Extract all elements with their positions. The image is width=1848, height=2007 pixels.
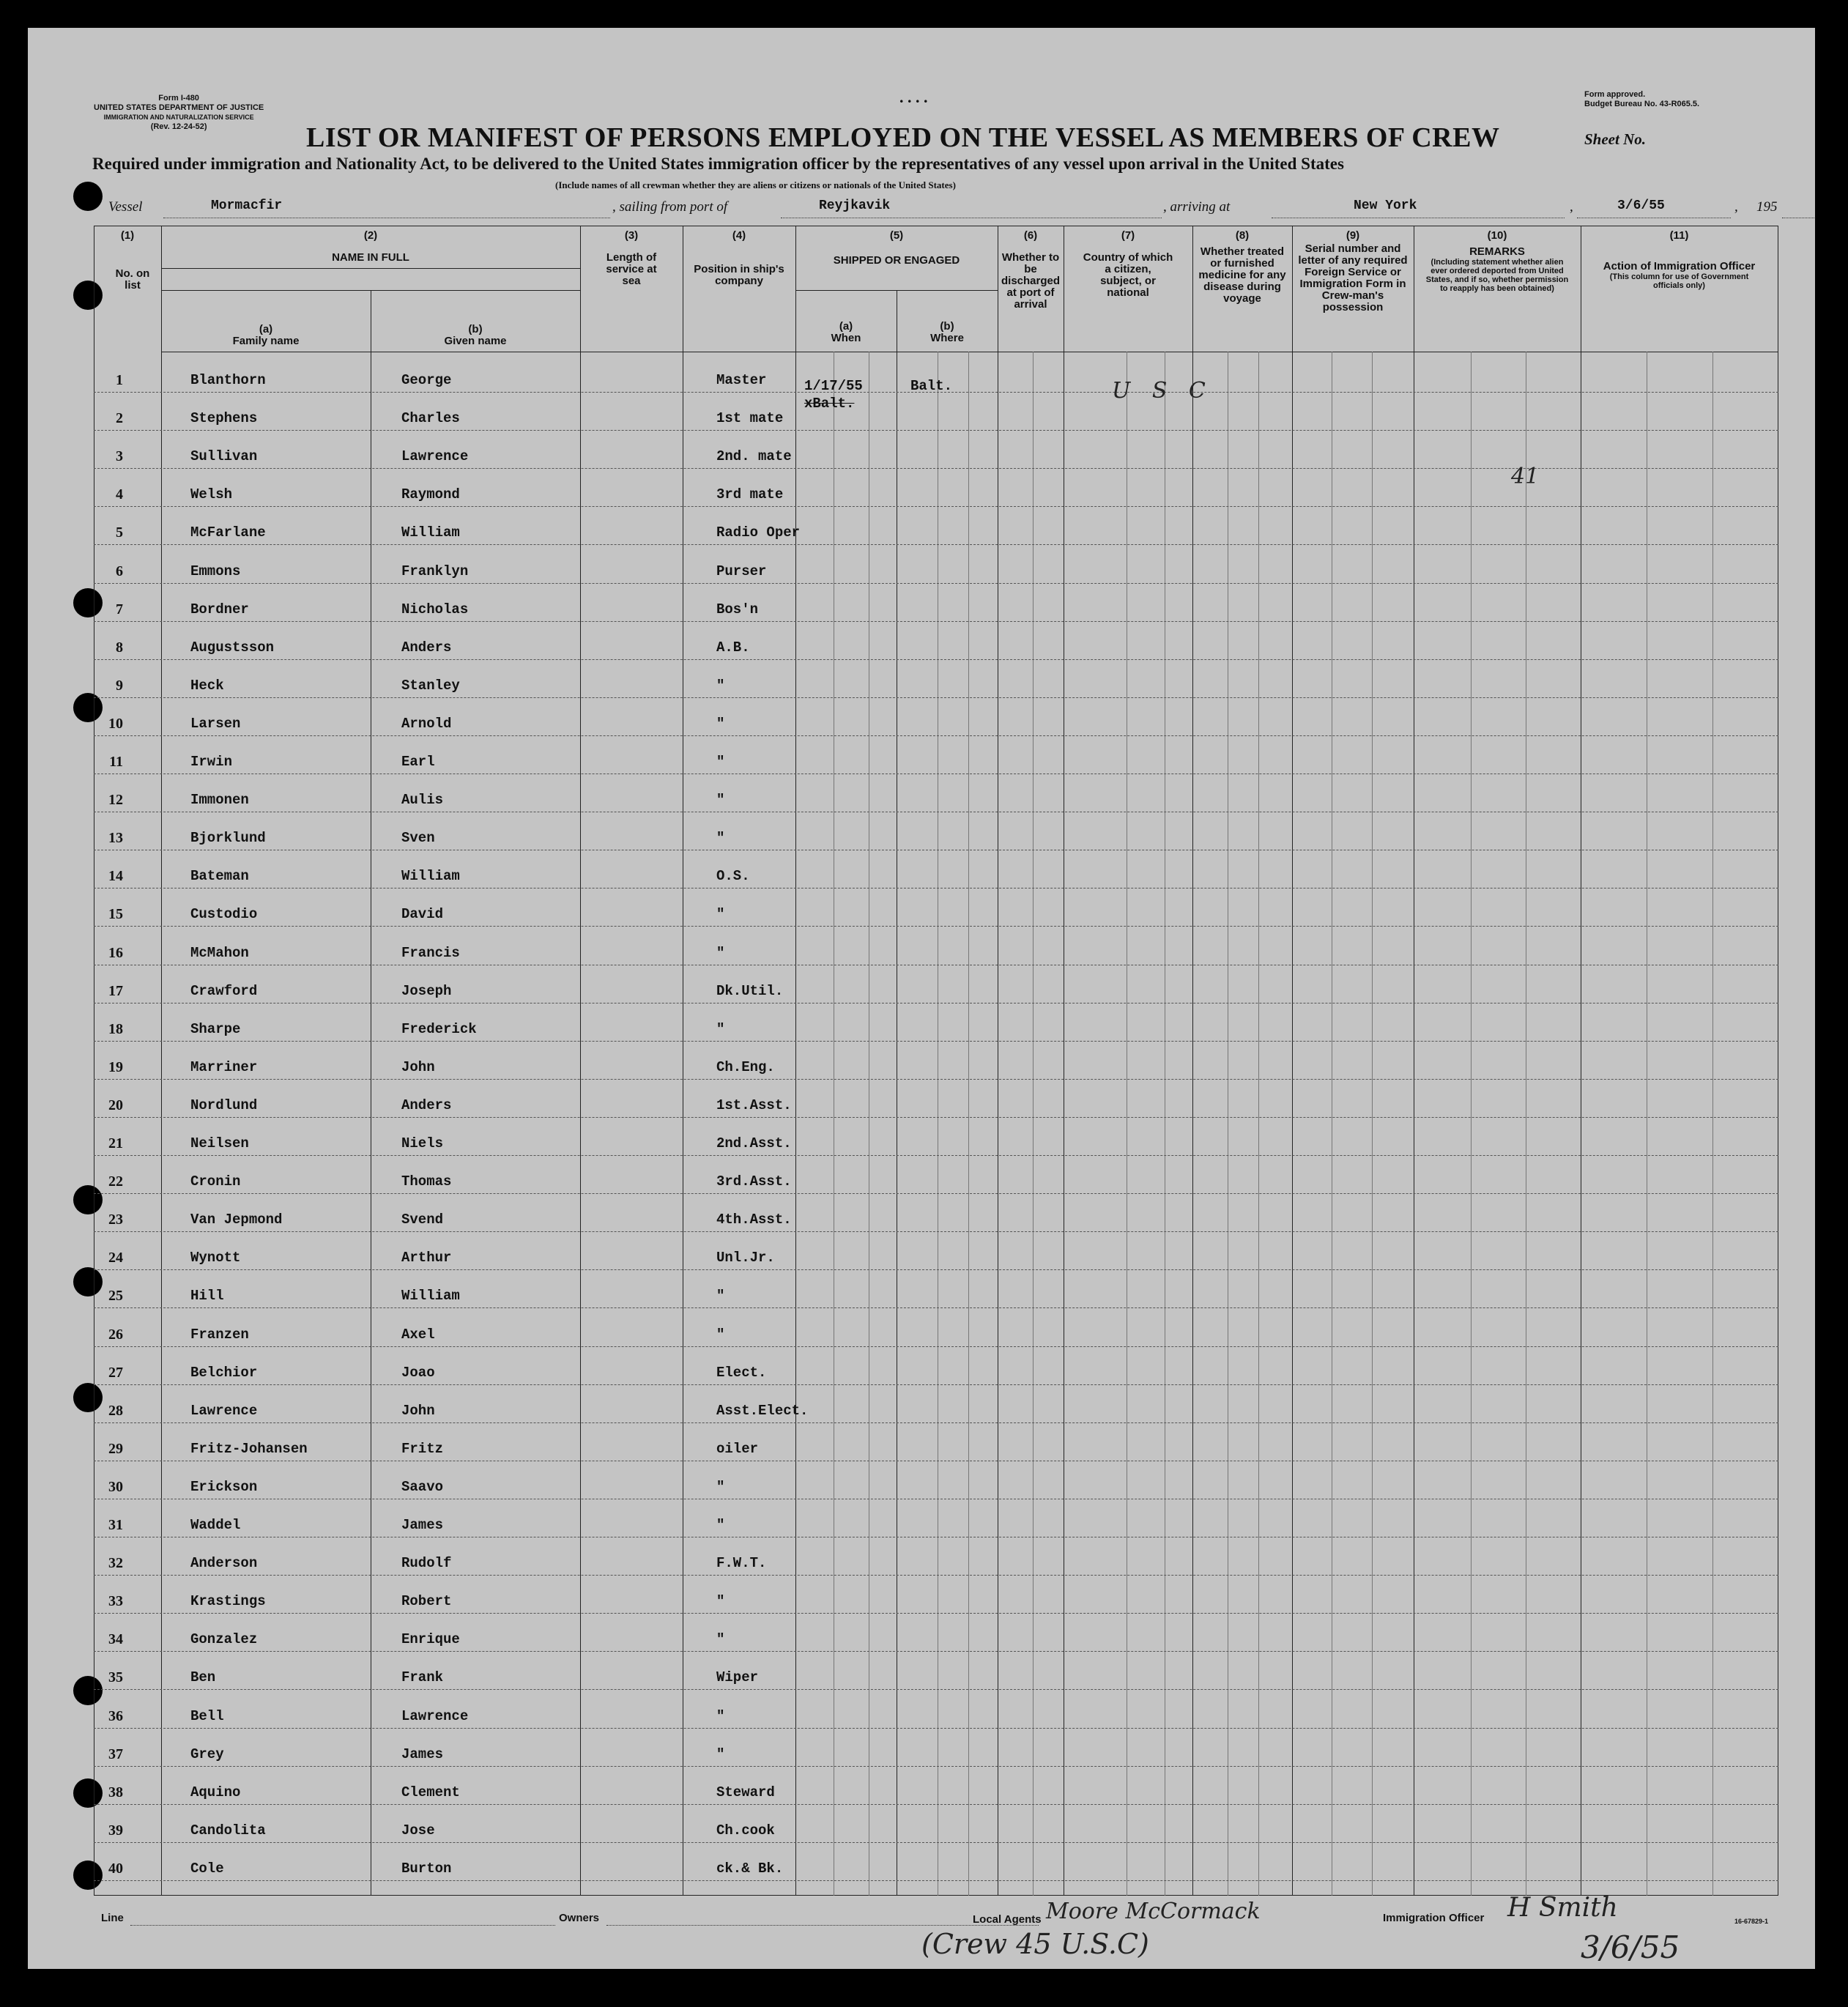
col9-header xyxy=(1292,230,1414,314)
row-number: 7 xyxy=(116,601,123,617)
col2b-header xyxy=(371,324,580,347)
row-number: 22 xyxy=(108,1173,123,1190)
officer-date: 3/6/55 xyxy=(1581,1929,1680,1965)
given-name: Thomas xyxy=(401,1173,452,1190)
crew-row xyxy=(94,812,1778,850)
col-title: NAME IN FULL xyxy=(332,251,409,264)
row-number: 3 xyxy=(116,448,123,465)
family-name: Van Jepmond xyxy=(190,1212,283,1228)
col-number: (10) xyxy=(1487,229,1507,242)
crew-row xyxy=(94,584,1778,622)
row-number: 28 xyxy=(108,1402,123,1419)
position: oiler xyxy=(716,1440,759,1457)
shipped-when: 1/17/55 xyxy=(804,378,863,394)
vessel-name: Mormacfir xyxy=(211,199,283,213)
position: " xyxy=(716,1020,725,1037)
position: 3rd.Asst. xyxy=(716,1173,792,1190)
col-number: (b) xyxy=(940,320,954,333)
position: Ch.cook xyxy=(716,1822,775,1839)
col-number: (a) xyxy=(259,323,273,335)
col-title: No. on list xyxy=(115,267,150,292)
position: " xyxy=(716,715,725,732)
crew-row xyxy=(94,1309,1778,1347)
position: " xyxy=(716,1478,725,1495)
crew-count-note: (Crew 45 U.S.C) xyxy=(921,1928,1149,1960)
given-name: James xyxy=(401,1746,444,1762)
shipped-where: Balt. xyxy=(910,378,953,394)
family-name: Fritz-Johansen xyxy=(190,1440,308,1457)
given-name: Aulis xyxy=(401,792,444,809)
given-name: Axel xyxy=(401,1326,435,1343)
sheet-number-label: Sheet No. xyxy=(1584,130,1646,148)
given-name: Nicholas xyxy=(401,601,469,617)
col-title: Length of service at sea xyxy=(606,251,657,287)
col-number: (8) xyxy=(1235,229,1250,242)
row-number: 2 xyxy=(116,410,123,427)
col-number: (5) xyxy=(889,229,904,242)
family-name: Welsh xyxy=(190,486,233,503)
family-name: Anderson xyxy=(190,1555,258,1572)
col-number: (2) xyxy=(363,229,378,242)
arrival-port: New York xyxy=(1354,199,1417,213)
row-number: 33 xyxy=(108,1593,123,1610)
crew-row xyxy=(94,1042,1778,1080)
row-number: 13 xyxy=(108,830,123,847)
family-name: Bordner xyxy=(190,601,249,617)
given-name: Saavo xyxy=(401,1478,444,1495)
row-number: 19 xyxy=(108,1058,123,1075)
remarks-count: 41 xyxy=(1511,464,1540,489)
crew-row xyxy=(94,1767,1778,1805)
position: 2nd.Asst. xyxy=(716,1135,792,1151)
family-name: Ben xyxy=(190,1669,216,1686)
position: " xyxy=(716,1593,725,1610)
owners-label: Owners xyxy=(559,1912,600,1924)
position: Purser xyxy=(716,563,767,579)
position: " xyxy=(716,792,725,809)
row-rule xyxy=(94,1880,1778,1881)
row-number: 6 xyxy=(116,563,123,579)
family-name: Bell xyxy=(190,1707,224,1724)
crew-row xyxy=(94,1080,1778,1118)
given-name: David xyxy=(401,906,444,923)
row-number: 37 xyxy=(108,1746,123,1762)
vessel-label: Vessel xyxy=(108,199,143,215)
col-title: Position in ship's company xyxy=(694,263,784,287)
family-name: Hill xyxy=(190,1288,224,1305)
crew-table xyxy=(94,226,1778,1896)
family-name: Erickson xyxy=(190,1478,258,1495)
row-number: 32 xyxy=(108,1555,123,1572)
col-title: Where xyxy=(930,332,964,344)
given-name: Earl xyxy=(401,754,435,770)
row-number: 16 xyxy=(108,944,123,961)
departure-port: Reyjkavik xyxy=(819,199,891,213)
col-number: (a) xyxy=(839,320,853,333)
col1-header xyxy=(94,230,161,292)
crew-row xyxy=(94,1347,1778,1385)
col-number: (7) xyxy=(1121,229,1135,242)
row-number: 30 xyxy=(108,1478,123,1495)
position: 1st.Asst. xyxy=(716,1097,792,1113)
given-name: Joao xyxy=(401,1364,435,1381)
position: " xyxy=(716,1517,725,1533)
position: Bos'n xyxy=(716,601,759,617)
given-name: Burton xyxy=(401,1860,452,1877)
officer-label: Immigration Officer xyxy=(1383,1912,1485,1924)
crew-row xyxy=(94,927,1778,965)
manifest-sheet xyxy=(28,28,1815,1969)
given-name: John xyxy=(401,1058,435,1075)
position: Steward xyxy=(716,1784,775,1800)
crew-row xyxy=(94,736,1778,774)
row-number: 26 xyxy=(108,1326,123,1343)
given-name: Charles xyxy=(401,410,460,427)
family-name: Cronin xyxy=(190,1173,241,1190)
position: Asst.Elect. xyxy=(716,1402,809,1419)
family-name: McMahon xyxy=(190,944,249,961)
crew-row xyxy=(94,1843,1778,1881)
position: ck.& Bk. xyxy=(716,1860,784,1877)
given-name: Arthur xyxy=(401,1250,452,1266)
family-name: Immonen xyxy=(190,792,249,809)
col-number: (9) xyxy=(1346,229,1360,242)
position: Dk.Util. xyxy=(716,982,784,999)
agents-signature: Moore McCormack xyxy=(1046,1899,1261,1924)
given-name: Anders xyxy=(401,1097,452,1113)
family-name: Candolita xyxy=(190,1822,266,1839)
arriving-label: , arriving at xyxy=(1163,199,1231,215)
given-name: Clement xyxy=(401,1784,460,1800)
comma: , xyxy=(1734,199,1738,215)
col5b-header xyxy=(897,321,998,344)
position: F.W.T. xyxy=(716,1555,767,1572)
department: UNITED STATES DEPARTMENT OF JUSTICE xyxy=(94,103,264,112)
family-name: Grey xyxy=(190,1746,224,1762)
crew-row xyxy=(94,393,1778,431)
crew-row xyxy=(94,1270,1778,1308)
line-rule xyxy=(130,1925,555,1926)
col-title: SHIPPED OR ENGAGED xyxy=(833,254,960,267)
row-number: 5 xyxy=(116,524,123,541)
position: " xyxy=(716,1746,725,1762)
family-name: Bateman xyxy=(190,868,249,885)
row-number: 31 xyxy=(108,1517,123,1533)
given-name: Frederick xyxy=(401,1020,477,1037)
row-number: 17 xyxy=(108,982,123,999)
budget-bureau-line: Budget Bureau No. 43-R065.5. xyxy=(1584,100,1700,108)
row-number: 12 xyxy=(108,792,123,809)
voyage-line xyxy=(108,195,1778,220)
row-number: 29 xyxy=(108,1440,123,1457)
family-name: Lawrence xyxy=(190,1402,258,1419)
col3-header xyxy=(580,230,683,287)
row-number: 36 xyxy=(108,1707,123,1724)
name-subhead-rule xyxy=(371,268,580,269)
given-name: Franklyn xyxy=(401,563,469,579)
crew-row xyxy=(94,1461,1778,1499)
position: A.B. xyxy=(716,639,750,656)
position: " xyxy=(716,1707,725,1724)
col5a-header xyxy=(795,321,897,344)
position: " xyxy=(716,906,725,923)
given-name: Anders xyxy=(401,639,452,656)
crew-row xyxy=(94,1156,1778,1194)
position: " xyxy=(716,1326,725,1343)
col-number: (3) xyxy=(624,229,639,242)
crew-row xyxy=(94,660,1778,698)
position: 2nd. mate xyxy=(716,448,792,465)
given-name: Frank xyxy=(401,1669,444,1686)
family-name: Irwin xyxy=(190,754,233,770)
crew-row xyxy=(94,546,1778,584)
print-code: 16-67829-1 xyxy=(1734,1918,1769,1925)
given-name: John xyxy=(401,1402,435,1419)
given-name: Enrique xyxy=(401,1631,460,1648)
col-title: Family name xyxy=(232,335,300,347)
given-name: William xyxy=(401,1288,460,1305)
col-title: When xyxy=(831,332,861,344)
agents-label: Local Agents xyxy=(973,1913,1042,1926)
col-title: Whether treated or furnished medicine for any disease during voyage xyxy=(1198,245,1286,305)
family-name: Crawford xyxy=(190,982,258,999)
line-label: Line xyxy=(101,1912,124,1924)
given-name: William xyxy=(401,868,460,885)
position: " xyxy=(716,1631,725,1648)
revision: (Rev. 12-24-52) xyxy=(150,122,207,131)
col-number: (6) xyxy=(1023,229,1038,242)
family-name: Emmons xyxy=(190,563,241,579)
position: Unl.Jr. xyxy=(716,1250,775,1266)
row-number: 8 xyxy=(116,639,123,656)
family-name: Franzen xyxy=(190,1326,249,1343)
crew-row xyxy=(94,1423,1778,1461)
position: Elect. xyxy=(716,1364,767,1381)
family-name: Gonzalez xyxy=(190,1631,258,1648)
form-number: Form I-480 xyxy=(158,94,199,103)
col-number: (1) xyxy=(120,229,135,242)
family-name: Belchior xyxy=(190,1364,258,1381)
given-name: Fritz xyxy=(401,1440,444,1457)
col-number: (11) xyxy=(1669,229,1689,242)
position: " xyxy=(716,754,725,770)
crew-row xyxy=(94,1614,1778,1652)
family-name: Custodio xyxy=(190,906,258,923)
crew-row xyxy=(94,1691,1778,1729)
given-name: Arnold xyxy=(401,715,452,732)
crew-row xyxy=(94,1652,1778,1690)
service: IMMIGRATION AND NATURALIZATION SERVICE xyxy=(103,114,254,121)
row-number: 11 xyxy=(109,754,123,770)
crew-row xyxy=(94,1805,1778,1843)
position: Radio Oper xyxy=(716,524,801,541)
row-number: 27 xyxy=(108,1364,123,1381)
crew-row xyxy=(94,850,1778,889)
family-name: Bjorklund xyxy=(190,830,266,847)
given-name: Raymond xyxy=(401,486,460,503)
crew-row xyxy=(94,1118,1778,1156)
row-number: 34 xyxy=(108,1631,123,1648)
position: 4th.Asst. xyxy=(716,1212,792,1228)
comma: , xyxy=(1570,199,1573,215)
col-title: Serial number and letter of any required Foreign Service or Immigration Form in Crew-man's possession xyxy=(1298,242,1408,314)
crew-row xyxy=(94,622,1778,660)
col8-header xyxy=(1192,230,1292,305)
row-number: 4 xyxy=(116,486,123,503)
instruction-note: (Include names of all crewman whether they are aliens or citizens or nationals of the United States) xyxy=(555,179,956,190)
family-name: Heck xyxy=(190,677,224,694)
given-name: James xyxy=(401,1517,444,1533)
row-number: 25 xyxy=(108,1288,123,1305)
crew-row xyxy=(94,1385,1778,1423)
punch-hole xyxy=(73,182,103,211)
family-name: Stephens xyxy=(190,410,258,427)
arrival-date: 3/6/55 xyxy=(1617,199,1665,213)
family-name: Blanthorn xyxy=(190,372,266,388)
position: 3rd mate xyxy=(716,486,784,503)
col6-header xyxy=(998,230,1064,311)
position: Ch.Eng. xyxy=(716,1058,775,1075)
col2-header xyxy=(161,230,580,264)
name-subhead-rule xyxy=(161,268,371,269)
row-number: 35 xyxy=(108,1669,123,1686)
given-name: Robert xyxy=(401,1593,452,1610)
family-name: Sharpe xyxy=(190,1020,241,1037)
col-number: (b) xyxy=(468,323,483,335)
col5-header xyxy=(795,230,998,267)
row-number: 23 xyxy=(108,1212,123,1228)
row-number: 39 xyxy=(108,1822,123,1839)
subtitle: Required under immigration and Nationality Act, to be delivered to the United States immigration officer by the representatives of any vessel upon arrival in the United States xyxy=(92,155,1344,173)
col4-header xyxy=(683,230,795,287)
crew-row xyxy=(94,1232,1778,1270)
family-name: Waddel xyxy=(190,1517,241,1533)
col-title: Whether to be discharged at port of arrival xyxy=(1001,251,1061,311)
shipped-when-struck: xBalt. xyxy=(804,396,855,412)
row-number: 21 xyxy=(108,1135,123,1151)
row-number: 24 xyxy=(108,1250,123,1266)
col-title: Action of Immigration Officer xyxy=(1603,260,1756,272)
family-name: Sullivan xyxy=(190,448,258,465)
crew-row xyxy=(94,1576,1778,1614)
crew-row xyxy=(94,1729,1778,1767)
given-name: Lawrence xyxy=(401,1707,469,1724)
page-title: LIST OR MANIFEST OF PERSONS EMPLOYED ON THE VESSEL AS MEMBERS OF CREW xyxy=(306,122,1500,153)
given-name: Jose xyxy=(401,1822,435,1839)
position: " xyxy=(716,677,725,694)
approval-block xyxy=(1584,90,1699,109)
family-name: Nordlund xyxy=(190,1097,258,1113)
given-name: Francis xyxy=(401,944,460,961)
family-name: Neilsen xyxy=(190,1135,249,1151)
row-number: 1 xyxy=(116,372,123,388)
family-name: Marriner xyxy=(190,1058,258,1075)
col-note: (Including statement whether alien ever ordered deported from United States, and if so, whether permission to reapply has been obtained) xyxy=(1425,258,1569,293)
given-name: Sven xyxy=(401,830,435,847)
crew-row xyxy=(94,889,1778,927)
row-number: 18 xyxy=(108,1020,123,1037)
given-name: Svend xyxy=(401,1212,444,1228)
row-number: 40 xyxy=(108,1860,123,1877)
officer-signature: H Smith xyxy=(1507,1893,1618,1923)
position: " xyxy=(716,944,725,961)
row-number: 14 xyxy=(108,868,123,885)
stray-marks: . . . . xyxy=(899,88,928,106)
crew-row xyxy=(94,774,1778,812)
family-name: Krastings xyxy=(190,1593,266,1610)
citizenship-mark: U S C xyxy=(1112,378,1213,404)
row-number: 9 xyxy=(116,677,123,694)
row-number: 10 xyxy=(108,715,123,732)
position: Master xyxy=(716,372,767,388)
crew-row xyxy=(94,1004,1778,1042)
family-name: Augustsson xyxy=(190,639,275,656)
col-note: (This column for use of Government officials only) xyxy=(1609,272,1749,290)
position: 1st mate xyxy=(716,410,784,427)
position: O.S. xyxy=(716,868,750,885)
col-number: (4) xyxy=(732,229,746,242)
crew-row xyxy=(94,1194,1778,1232)
family-name: Wynott xyxy=(190,1250,241,1266)
position: Wiper xyxy=(716,1669,759,1686)
col10-header xyxy=(1414,230,1581,293)
given-name: Rudolf xyxy=(401,1555,452,1572)
position: " xyxy=(716,1288,725,1305)
position: " xyxy=(716,830,725,847)
crew-row xyxy=(94,1499,1778,1537)
family-name: Larsen xyxy=(190,715,241,732)
given-name: Lawrence xyxy=(401,448,469,465)
approval-line: Form approved. xyxy=(1584,90,1646,99)
given-name: William xyxy=(401,524,460,541)
given-name: Joseph xyxy=(401,982,452,999)
given-name: Stanley xyxy=(401,677,460,694)
sailing-label: , sailing from port of xyxy=(612,199,728,215)
given-name: George xyxy=(401,372,452,388)
crew-row xyxy=(94,698,1778,736)
row-number: 38 xyxy=(108,1784,123,1800)
year-label: 195 xyxy=(1756,199,1778,215)
given-name: Niels xyxy=(401,1135,444,1151)
footer xyxy=(101,1893,1786,1969)
family-name: McFarlane xyxy=(190,524,266,541)
col7-header xyxy=(1064,230,1192,299)
row-number: 15 xyxy=(108,906,123,923)
crew-row xyxy=(94,1537,1778,1576)
col11-header xyxy=(1581,230,1778,290)
form-reference xyxy=(94,94,264,132)
col-title: REMARKS xyxy=(1469,245,1525,258)
family-name: Cole xyxy=(190,1860,224,1877)
crew-row xyxy=(94,507,1778,545)
row-number: 20 xyxy=(108,1097,123,1113)
col-title: Country of which a citizen, subject, or national xyxy=(1083,251,1173,299)
crew-row xyxy=(94,965,1778,1004)
col-title: Given name xyxy=(444,335,507,347)
col2a-header xyxy=(161,324,371,347)
family-name: Aquino xyxy=(190,1784,241,1800)
